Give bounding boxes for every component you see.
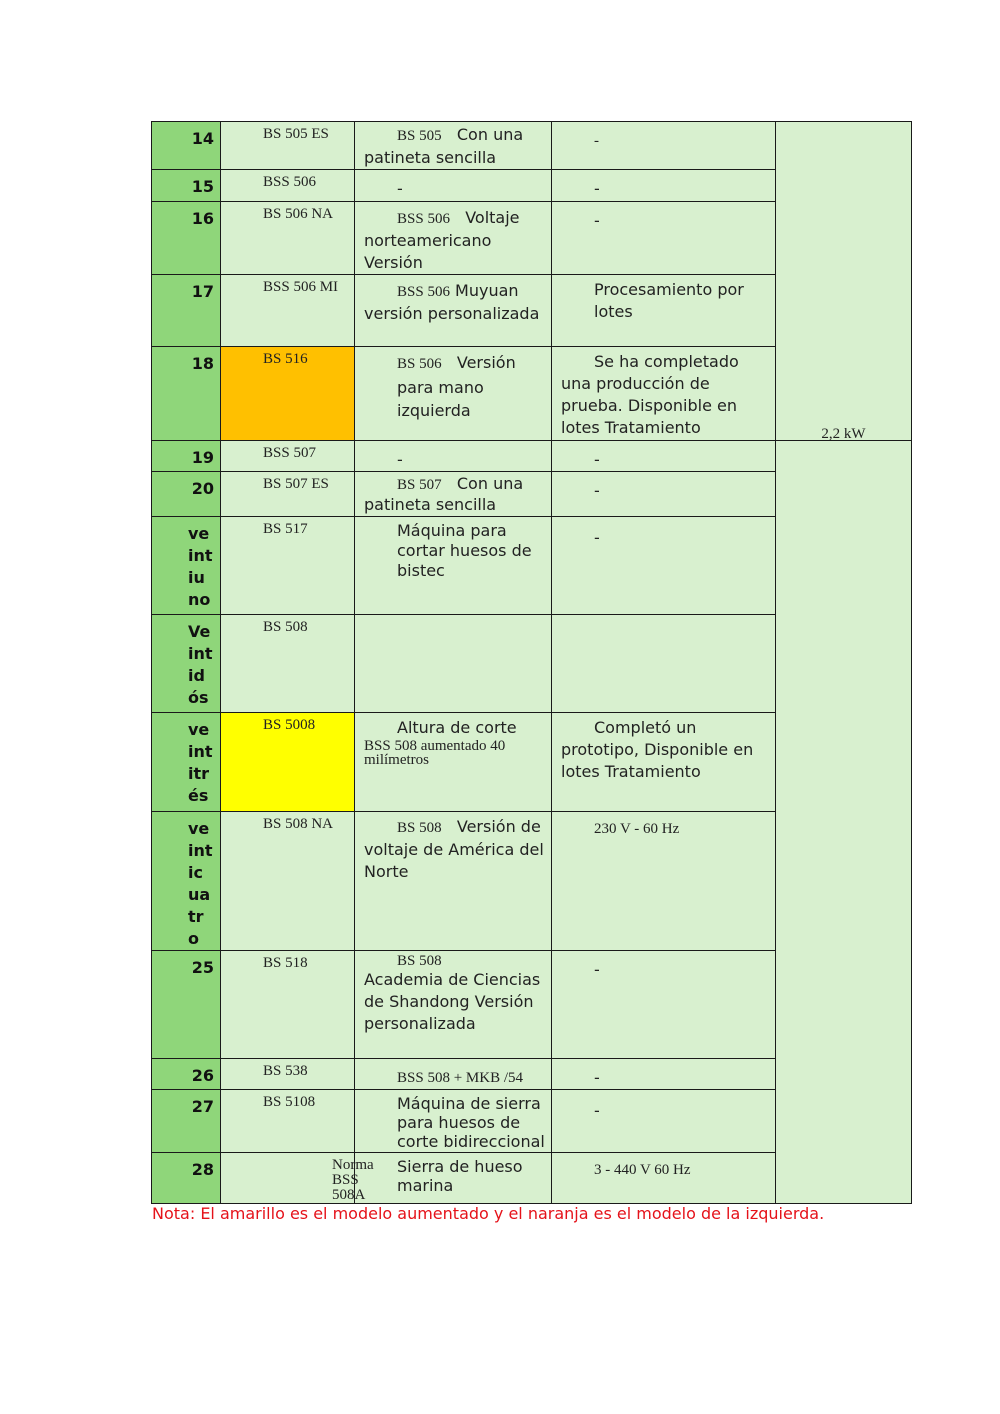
model-description: - xyxy=(355,170,552,202)
model-code: BS 505 ES xyxy=(221,122,355,170)
model-status: - xyxy=(552,202,776,275)
model-description: BSS 508 + MKB /54 xyxy=(355,1059,552,1090)
model-code: BS 506 NA xyxy=(221,202,355,275)
model-description: BSS 506 Voltaje norteamericano Versión xyxy=(355,202,552,275)
row-number: 28 xyxy=(152,1153,221,1204)
model-code: BS 518 xyxy=(221,951,355,1059)
model-code: BS 508 NA xyxy=(221,812,355,951)
model-description xyxy=(355,615,552,713)
model-description: BSS 506 Muyuan versión personalizada xyxy=(355,275,552,347)
power-cell-top xyxy=(776,122,912,441)
model-status: Se ha completado una producción de prueba. Disponible en lotes Tratamiento xyxy=(552,347,776,441)
row-number: 16 xyxy=(152,202,221,275)
row-number: 27 xyxy=(152,1090,221,1153)
row-number: veintitrés xyxy=(152,713,221,812)
model-status: 3 - 440 V 60 Hz xyxy=(552,1153,776,1204)
model-status xyxy=(552,615,776,713)
model-code: BS 5108 xyxy=(221,1090,355,1153)
power-rating: 2,2 kW xyxy=(776,441,912,1204)
model-status: - xyxy=(552,170,776,202)
row-number: 17 xyxy=(152,275,221,347)
model-code: BS 507 ES xyxy=(221,472,355,517)
model-description: BS 506 Versión para mano izquierda xyxy=(355,347,552,441)
model-table xyxy=(151,121,912,1204)
model-status: 230 V - 60 Hz xyxy=(552,812,776,951)
model-code: Norma BSS 508A xyxy=(221,1153,355,1204)
model-description: Máquina para cortar huesos de bistec xyxy=(355,517,552,615)
row-number: 15 xyxy=(152,170,221,202)
row-number: 25 xyxy=(152,951,221,1059)
model-description: Sierra de hueso marina xyxy=(355,1153,552,1204)
model-description: - xyxy=(355,441,552,472)
row-number: Veintidós xyxy=(152,615,221,713)
model-status: - xyxy=(552,441,776,472)
model-code: BS 538 xyxy=(221,1059,355,1090)
table-row xyxy=(152,122,912,170)
model-code: BSS 506 MI xyxy=(221,275,355,347)
model-description: BS 508 Versión de voltaje de América del Norte xyxy=(355,812,552,951)
model-status: - xyxy=(552,951,776,1059)
row-number: 19 xyxy=(152,441,221,472)
row-number: 18 xyxy=(152,347,221,441)
model-status: - xyxy=(552,1090,776,1153)
model-code: BSS 507 xyxy=(221,441,355,472)
model-status: - xyxy=(552,1059,776,1090)
model-description: Máquina de sierra para huesos de corte bidireccional xyxy=(355,1090,552,1153)
row-number: 14 xyxy=(152,122,221,170)
model-description: BS 508 Academia de Ciencias de Shandong Versión personalizada xyxy=(355,951,552,1059)
model-description: BS 505 Con una patineta sencilla xyxy=(355,122,552,170)
row-number: 26 xyxy=(152,1059,221,1090)
model-code: BSS 506 xyxy=(221,170,355,202)
model-code: BS 508 xyxy=(221,615,355,713)
model-description: BS 507 Con una patineta sencilla xyxy=(355,472,552,517)
model-status: Procesamiento por lotes xyxy=(552,275,776,347)
row-number: veinticuatro xyxy=(152,812,221,951)
footnote: Nota: El amarillo es el modelo aumentado y el naranja es el modelo de la izquierda. xyxy=(152,1204,825,1223)
table-row xyxy=(152,441,912,472)
model-description: Altura de corte BSS 508 aumentado 40 milímetros xyxy=(355,713,552,812)
model-code: BS 516 xyxy=(221,347,355,441)
model-code: BS 517 xyxy=(221,517,355,615)
model-status: Completó un prototipo, Disponible en lotes Tratamiento xyxy=(552,713,776,812)
model-status: - xyxy=(552,122,776,170)
model-status: - xyxy=(552,472,776,517)
row-number: veintiuno xyxy=(152,517,221,615)
model-code: BS 5008 xyxy=(221,713,355,812)
row-number: 20 xyxy=(152,472,221,517)
model-status: - xyxy=(552,517,776,615)
